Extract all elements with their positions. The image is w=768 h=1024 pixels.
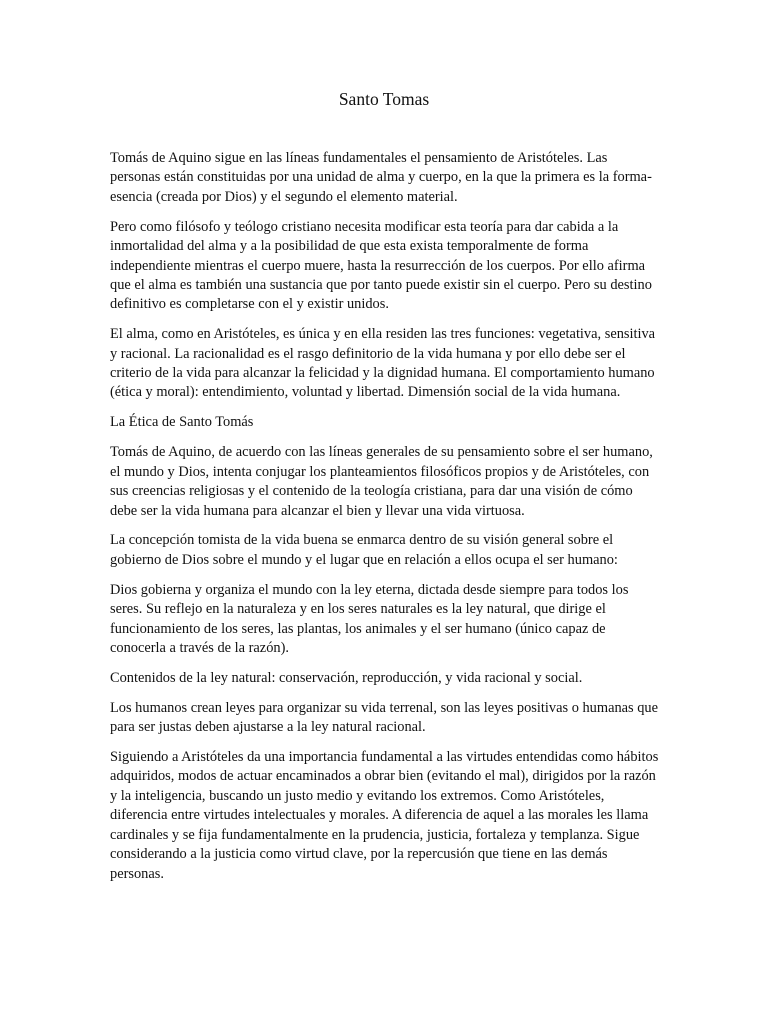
paragraph-3: El alma, como en Aristóteles, es única y en ella residen las tres funciones: vegetativa, sensitiva y racional. La racionalidad es el rasgo definitorio de la vida humana y por ello debe ser el criterio de la vida para alcanzar la felicidad y la dignidad humana. El comportamiento humano (ética y moral): entendimiento, voluntad y libertad. Dimensión social de la vida humana. <box>110 326 656 401</box>
paragraph-10: Siguiendo a Aristóteles da una importancia fundamental a las virtudes entendidas como hábitos adquiridos, modos de actuar encaminados a obrar bien (evitando el mal), dirigidos por la razón y la inteligencia, buscando un justo medio y evitando los extremos. Como Aristóteles, diferencia entre virtudes intelectuales y morales. A diferencia de aquel a las morales les llama cardinales y se fija fundamentalmente en la prudencia, justicia, fortaleza y templanza. Sigue considerando a la justicia como virtud clave, por la repercusión que tiene en las demás personas. <box>110 749 659 882</box>
paragraph-7: Dios gobierna y organiza el mundo con la ley eterna, dictada desde siempre para todos los seres. Su reflejo en la naturaleza y en los seres naturales es la ley natural, que dirige el funcionamiento de los seres, las plantas, los animales y el ser humano (único capaz de conocerla a través de la razón). <box>110 581 629 656</box>
paragraph-5: Tomás de Aquino, de acuerdo con las líneas generales de su pensamiento sobre el ser humano, el mundo y Dios, intenta conjugar los planteamientos filosóficos propios y de Aristóteles, con sus creencias religiosas y el contenido de la teología cristiana, para dar una visión de cómo debe ser la vida humana para alcanzar el bien y llevar una vida virtuosa. <box>110 444 653 519</box>
paragraph-6: La concepción tomista de la vida buena se enmarca dentro de su visión general sobre el gobierno de Dios sobre el mundo y el lugar que en relación a ellos ocupa el ser humano: <box>110 532 618 568</box>
document-title: Santo Tomas <box>338 89 430 109</box>
paragraph-9: Los humanos crean leyes para organizar su vida terrenal, son las leyes positivas o humanas que para ser justas deben ajustarse a la ley natural racional. <box>110 699 659 736</box>
paragraph-2: Pero como filósofo y teólogo cristiano necesita modificar esta teoría para dar cabida a la inmortalidad del alma y a la posibilidad de que esta exista temporalmente de forma independiente mientras el cuerpo muere, hasta la resurrección de los cuerpos. Por ello afirma que el alma es también una sustancia que por tanto puede existir sin el cuerpo. Pero su destino definitivo es completarse con el y existir unidos. <box>110 218 652 313</box>
document-body <box>110 149 660 894</box>
paragraph-8: Contenidos de la ley natural: conservación, reproducción, y vida racional y social. <box>110 669 583 686</box>
section-heading-etica: La Ética de Santo Tomás <box>110 414 254 431</box>
paragraph-1: Tomás de Aquino sigue en las líneas fundamentales el pensamiento de Aristóteles. Las personas están constituidas por una unidad de alma y cuerpo, en la que la primera es la forma-esencia (creada por Dios) y el segundo el elemento material. <box>110 150 652 205</box>
